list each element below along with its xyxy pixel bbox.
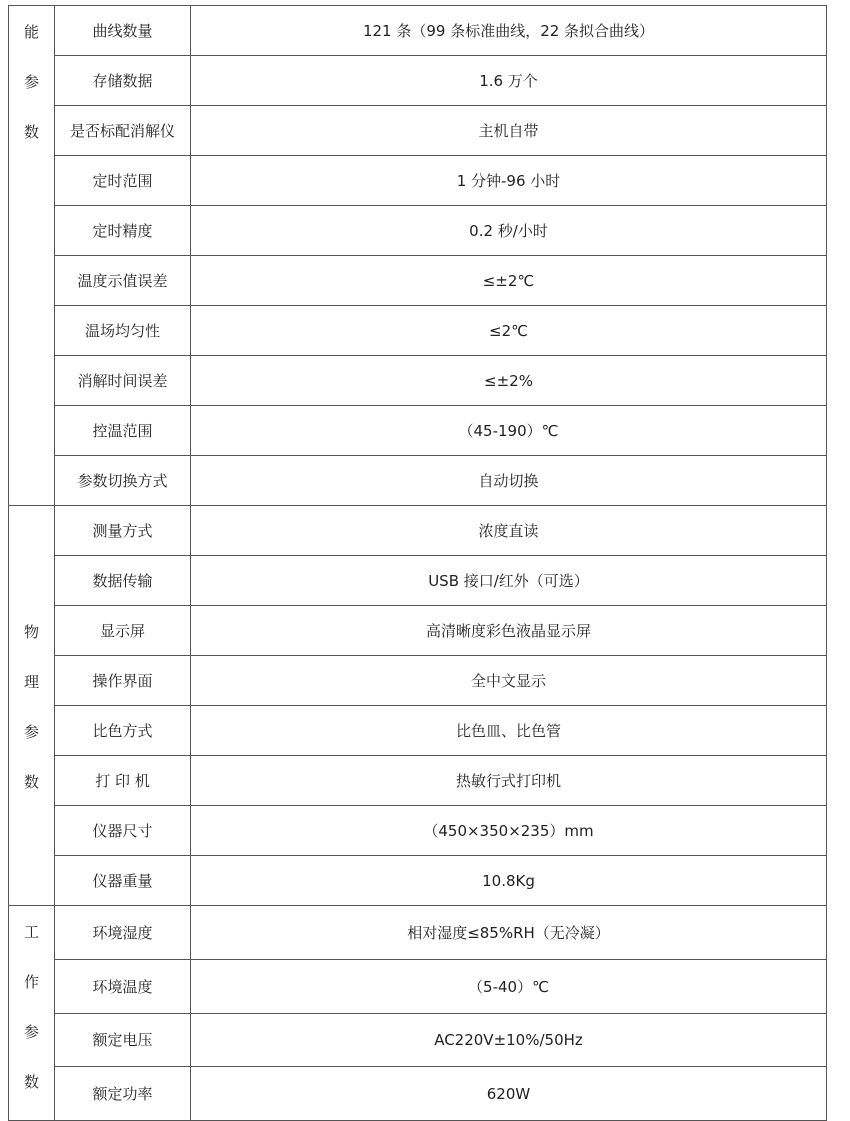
row-value: 浓度直读 [191, 506, 827, 556]
group-performance-params [9, 6, 55, 506]
row-value: ≤±2% [191, 356, 827, 406]
table-row [9, 1013, 827, 1067]
table-row [9, 556, 827, 606]
table-row [9, 906, 827, 960]
row-value: 相对湿度≤85%RH（无冷凝） [191, 906, 827, 960]
group-char: 参 [23, 1023, 39, 1041]
row-label: 消解时间误差 [55, 356, 191, 406]
group-char: 能 [23, 23, 39, 41]
row-value: 620W [191, 1067, 827, 1121]
row-label: 仪器尺寸 [55, 806, 191, 856]
row-label: 温场均匀性 [55, 306, 191, 356]
table-row [9, 356, 827, 406]
table-row [9, 406, 827, 456]
row-label: 比色方式 [55, 706, 191, 756]
row-label: 打 印 机 [55, 756, 191, 806]
group-physical-params [9, 506, 55, 906]
group-char: 参 [23, 723, 39, 741]
row-label: 操作界面 [55, 656, 191, 706]
row-label: 定时范围 [55, 156, 191, 206]
table-row [9, 306, 827, 356]
row-value: AC220V±10%/50Hz [191, 1013, 827, 1067]
group-char: 作 [23, 973, 39, 991]
spec-table [8, 5, 827, 1121]
table-row [9, 206, 827, 256]
group-char: 工 [23, 923, 39, 941]
row-value: 1 分钟-96 小时 [191, 156, 827, 206]
table-row [9, 456, 827, 506]
group-char: 数 [23, 123, 39, 141]
row-value: USB 接口/红外（可选） [191, 556, 827, 606]
group-char: 物 [23, 623, 39, 641]
group-char: 数 [23, 1073, 39, 1091]
row-value: 10.8Kg [191, 856, 827, 906]
table-row [9, 606, 827, 656]
row-label: 控温范围 [55, 406, 191, 456]
row-value: （450×350×235）mm [191, 806, 827, 856]
row-value: 自动切换 [191, 456, 827, 506]
row-label: 环境温度 [55, 959, 191, 1013]
row-label: 额定电压 [55, 1013, 191, 1067]
row-label: 仪器重量 [55, 856, 191, 906]
row-value: ≤±2℃ [191, 256, 827, 306]
table-row [9, 656, 827, 706]
row-value: ≤2℃ [191, 306, 827, 356]
row-label: 曲线数量 [55, 6, 191, 56]
row-value: 高清晰度彩色液晶显示屏 [191, 606, 827, 656]
row-label: 测量方式 [55, 506, 191, 556]
group-char: 理 [23, 673, 39, 691]
table-row [9, 959, 827, 1013]
row-label: 是否标配消解仪 [55, 106, 191, 156]
table-row [9, 1067, 827, 1121]
row-label: 数据传输 [55, 556, 191, 606]
row-label: 参数切换方式 [55, 456, 191, 506]
table-row [9, 256, 827, 306]
row-label: 环境湿度 [55, 906, 191, 960]
row-label: 显示屏 [55, 606, 191, 656]
table-row [9, 806, 827, 856]
table-row [9, 856, 827, 906]
group-char: 参 [23, 73, 39, 91]
row-value: 比色皿、比色管 [191, 706, 827, 756]
table-row [9, 56, 827, 106]
row-value: 全中文显示 [191, 656, 827, 706]
row-value: 0.2 秒/小时 [191, 206, 827, 256]
row-value: （5-40）℃ [191, 959, 827, 1013]
table-row [9, 6, 827, 56]
row-value: 热敏行式打印机 [191, 756, 827, 806]
table-row [9, 706, 827, 756]
table-row [9, 756, 827, 806]
row-label: 定时精度 [55, 206, 191, 256]
row-label: 温度示值误差 [55, 256, 191, 306]
table-row [9, 156, 827, 206]
group-char: 数 [23, 773, 39, 791]
row-value: 1.6 万个 [191, 56, 827, 106]
row-value: 121 条（99 条标准曲线，22 条拟合曲线） [191, 6, 827, 56]
table-row [9, 106, 827, 156]
group-working-params [9, 906, 55, 1121]
row-value: 主机自带 [191, 106, 827, 156]
table-row [9, 506, 827, 556]
row-label: 额定功率 [55, 1067, 191, 1121]
row-label: 存储数据 [55, 56, 191, 106]
row-value: （45-190）℃ [191, 406, 827, 456]
